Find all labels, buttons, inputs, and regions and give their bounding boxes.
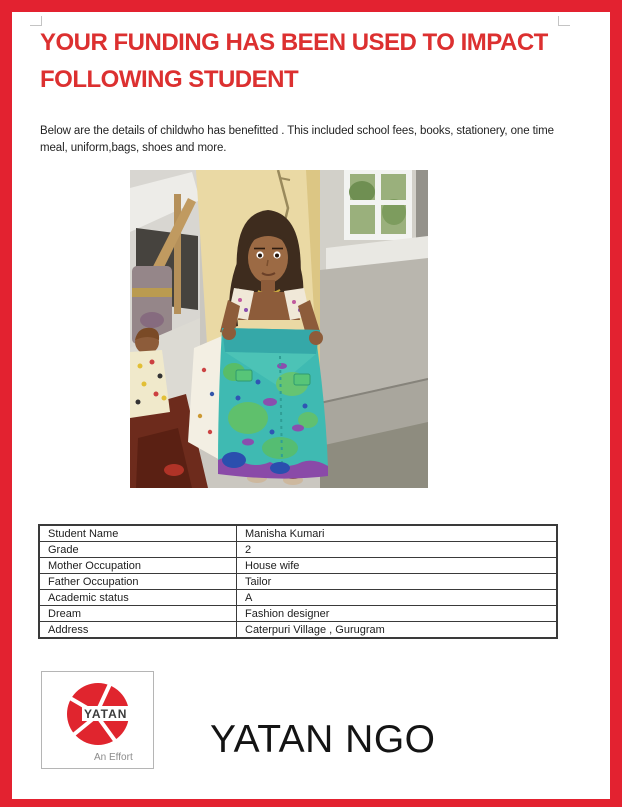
row-value: House wife bbox=[237, 558, 558, 574]
row-value: A bbox=[237, 590, 558, 606]
row-value: 2 bbox=[237, 542, 558, 558]
logo-wordmark: YATAN bbox=[84, 707, 128, 721]
window-and-floor bbox=[320, 170, 428, 488]
row-label: Academic status bbox=[39, 590, 237, 606]
row-label: Dream bbox=[39, 606, 237, 622]
table-row bbox=[39, 525, 557, 542]
row-label: Grade bbox=[39, 542, 237, 558]
student-photo-illustration bbox=[130, 170, 428, 488]
row-label: Student Name bbox=[39, 525, 237, 542]
row-value: Fashion designer bbox=[237, 606, 558, 622]
ngo-logo bbox=[41, 671, 154, 769]
table-row bbox=[39, 574, 557, 590]
page-title-line1: YOUR FUNDING HAS BEEN USED TO IMPACT bbox=[40, 29, 548, 56]
row-value: Tailor bbox=[237, 574, 558, 590]
table-row bbox=[39, 606, 557, 622]
logo-tagline: An Effort bbox=[94, 752, 133, 763]
page-title-line2: FOLLOWING STUDENT bbox=[40, 66, 299, 93]
row-value: Caterpuri Village , Gurugram bbox=[237, 622, 558, 639]
table-row bbox=[39, 558, 557, 574]
turquoise-dress bbox=[218, 328, 328, 479]
org-name: YATAN NGO bbox=[210, 718, 436, 761]
table-row bbox=[39, 542, 557, 558]
row-label: Mother Occupation bbox=[39, 558, 237, 574]
table-row bbox=[39, 622, 557, 639]
row-value: Manisha Kumari bbox=[237, 525, 558, 542]
table-row bbox=[39, 590, 557, 606]
student-details-table bbox=[38, 524, 558, 639]
student-photo bbox=[130, 170, 428, 488]
row-label: Address bbox=[39, 622, 237, 639]
aperture-logo-icon bbox=[42, 672, 153, 768]
intro-paragraph: Below are the details of childwho has benefitted . This included school fees, books, stationery, one time meal, uniform,bags, shoes and more. bbox=[40, 125, 554, 154]
row-label: Father Occupation bbox=[39, 574, 237, 590]
page-title bbox=[40, 24, 580, 98]
